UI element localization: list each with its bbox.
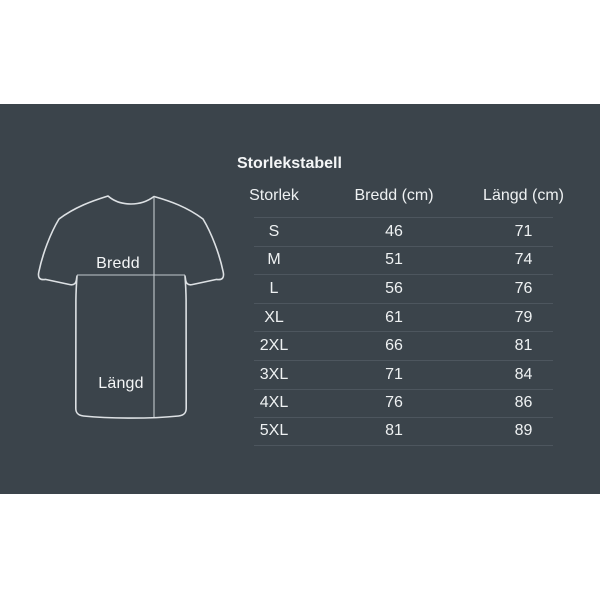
width-cell: 66 [385, 337, 403, 355]
size-table-row [254, 274, 553, 303]
size-cell: M [267, 251, 281, 269]
size-table-row [254, 331, 553, 360]
length-label: Längd [98, 375, 144, 392]
column-header-langd: Längd (cm) [483, 187, 564, 204]
width-cell: 46 [385, 222, 403, 240]
length-cell: 71 [514, 222, 533, 240]
size-table-row [254, 217, 553, 246]
length-cell: 81 [514, 337, 533, 355]
length-cell: 84 [514, 365, 533, 383]
size-table-row [254, 417, 553, 446]
width-cell: 56 [385, 279, 403, 297]
width-cell: 51 [385, 251, 403, 269]
size-cell: XL [264, 308, 284, 326]
width-cell: 76 [385, 394, 403, 412]
size-table-row [254, 360, 553, 389]
size-cell: 3XL [259, 365, 289, 383]
size-table-row [254, 246, 553, 275]
length-cell: 86 [514, 394, 533, 412]
length-cell: 79 [514, 308, 533, 326]
size-cell: 5XL [259, 422, 289, 440]
size-chart-panel [0, 104, 600, 494]
column-header-storlek: Storlek [249, 187, 299, 204]
length-cell: 89 [514, 422, 533, 440]
length-cell: 74 [514, 251, 533, 269]
size-cell: 4XL [259, 394, 289, 412]
size-table-body [254, 217, 553, 446]
size-table-row [254, 389, 553, 418]
width-cell: 61 [385, 308, 403, 326]
width-label: Bredd [96, 255, 140, 272]
size-cell: L [269, 279, 279, 297]
size-cell: 2XL [259, 337, 289, 355]
size-table-row [254, 303, 553, 332]
width-cell: 71 [385, 365, 403, 383]
size-table-header [249, 184, 564, 208]
size-cell: S [268, 222, 280, 240]
length-cell: 76 [514, 279, 533, 297]
column-header-bredd: Bredd (cm) [354, 187, 434, 204]
width-cell: 81 [385, 422, 403, 440]
size-table-title: Storlekstabell [237, 155, 342, 172]
